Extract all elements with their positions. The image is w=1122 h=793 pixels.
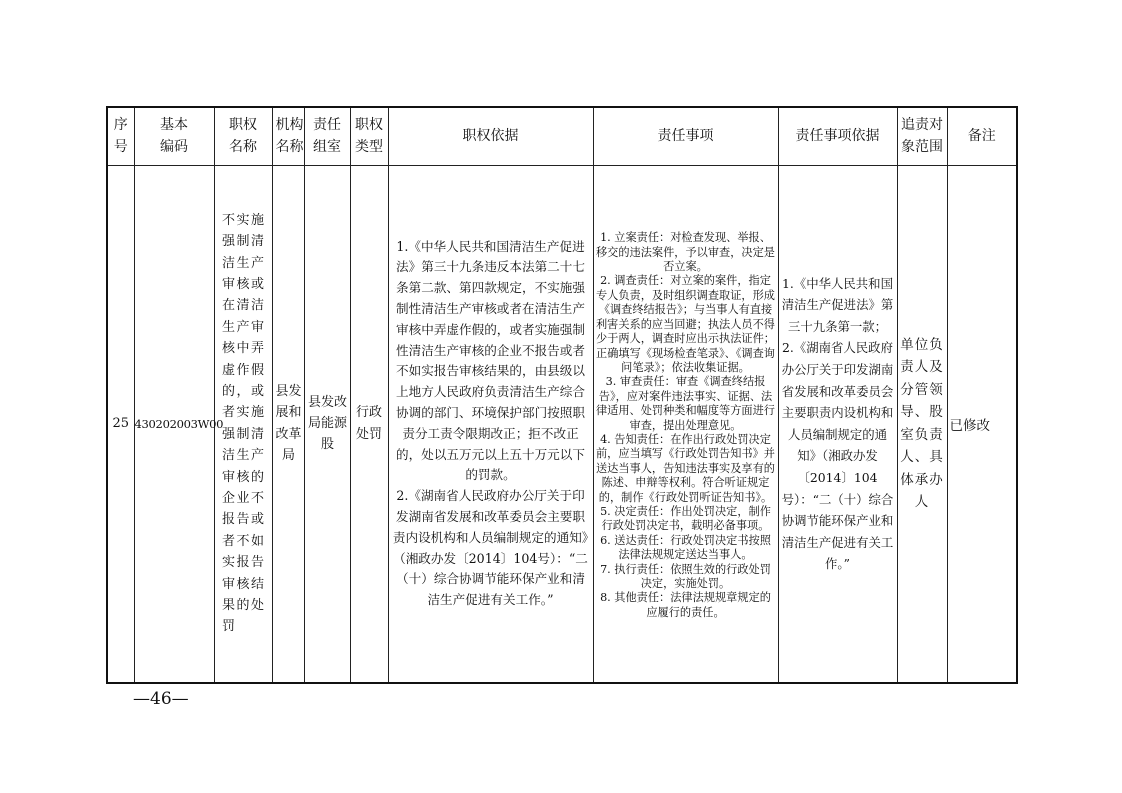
page-number: —46— xyxy=(133,689,189,709)
cell-seq: 25 xyxy=(107,165,134,683)
header-type: 职权类型 xyxy=(350,107,388,165)
duty-basis-item-2: 2.《湖南省人民政府办公厅关于印发湖南省发展和改革委员会主要职责内设机构和人员编制规定的通知》（湘政办发〔2014〕104号）：“二（十）综合协调节能环保产业和清洁生产促进有关工作。” xyxy=(781,340,894,572)
cell-basis xyxy=(388,165,593,683)
duty-item: 4. 告知责任：在作出行政处罚决定前，应当填写《行政处罚告知书》并送达当事人，告知违法事实及享有的陈述、申辩等权利。符合听证规定的，制作《行政处罚听证告知书》。 xyxy=(595,432,775,504)
cell-remark: 已修改 xyxy=(947,165,1017,683)
header-remark: 备注 xyxy=(947,107,1017,165)
cell-org: 县发展和改革局 xyxy=(272,165,304,683)
duty-item: 3. 审查责任：审查《调查终结报告》，应对案件违法事实、证据、法律适用、处罚种类和幅度等方面进行审查，提出处理意见。 xyxy=(595,375,775,432)
header-office: 责任组室 xyxy=(304,107,350,165)
header-duty-basis: 责任事项依据 xyxy=(778,107,897,165)
cell-duties xyxy=(593,165,778,683)
authority-table xyxy=(106,106,1018,684)
duty-item: 5. 决定责任：作出处罚决定，制作行政处罚决定书，载明必备事项。 xyxy=(600,504,771,533)
header-seq: 序号 xyxy=(107,107,134,165)
header-row xyxy=(107,107,1017,165)
duty-item: 2. 调查责任：对立案的案件，指定专人负责，及时组织调查取证，形成《调查终结报告》；与当事人有直接利害关系的应当回避；执法人员不得少于两人，调查时应出示执法证件；正确填写《现场检查笔录》、《调查询问笔录》；依法收集证据。 xyxy=(595,274,775,374)
cell-office: 县发改局能源股 xyxy=(304,165,350,683)
basis-item-2: 2.《湖南省人民政府办公厅关于印发湖南省发展和改革委员会主要职责内设机构和人员编制规定的通知》（湘政办发〔2014〕104号）：“二（十）综合协调节能环保产业和清洁生产促进有关工作。” xyxy=(392,488,589,608)
duty-item: 1. 立案责任：对检查发现、举报、移交的违法案件，予以审查，决定是否立案。 xyxy=(595,231,775,274)
duty-item: 8. 其他责任：法律法规规章规定的应履行的责任。 xyxy=(600,591,771,619)
header-code: 基本编码 xyxy=(134,107,214,165)
cell-type: 行政处罚 xyxy=(350,165,388,683)
header-org: 机构名称 xyxy=(272,107,304,165)
cell-duty-basis xyxy=(778,165,897,683)
duty-basis-item-1: 1.《中华人民共和国清洁生产促进法》第三十九条第一款； xyxy=(781,275,894,334)
header-name: 职权名称 xyxy=(214,107,272,165)
basis-item-1: 1.《中华人民共和国清洁生产促进法》第三十九条违反本法第二十七条第二款、第四款规定，不实施强制性清洁生产审核或者在清洁生产审核中弄虚作假的，或者实施强制性清洁生产审核的企业不报告或者不如实报告审核结果的，由县级以上地方人民政府负责清洁生产综合协调的部门、环境保护部门按照职责分工责令限期改正；拒不改正的，处以五万元以上五十万元以下的罚款。 xyxy=(396,238,585,483)
header-scope: 追责对象范围 xyxy=(897,107,947,165)
header-duty: 责任事项 xyxy=(593,107,778,165)
duty-item: 7. 执行责任：依照生效的行政处罚决定，实施处罚。 xyxy=(600,562,771,591)
cell-name: 不实施强制清洁生产审核或在清洁生产审核中弄虚作假的，或者实施强制清洁生产审核的企业不报告或者不如实报告审核结果的处罚 xyxy=(214,165,272,683)
cell-scope: 单位负责人及分管领导、股室负责人、具体承办人 xyxy=(897,165,947,683)
duty-item: 6. 送达责任：行政处罚决定书按照法律法规规定送达当事人。 xyxy=(600,533,771,562)
cell-code: 430202003W00 xyxy=(134,165,214,683)
table-row xyxy=(107,165,1017,683)
header-basis: 职权依据 xyxy=(388,107,593,165)
